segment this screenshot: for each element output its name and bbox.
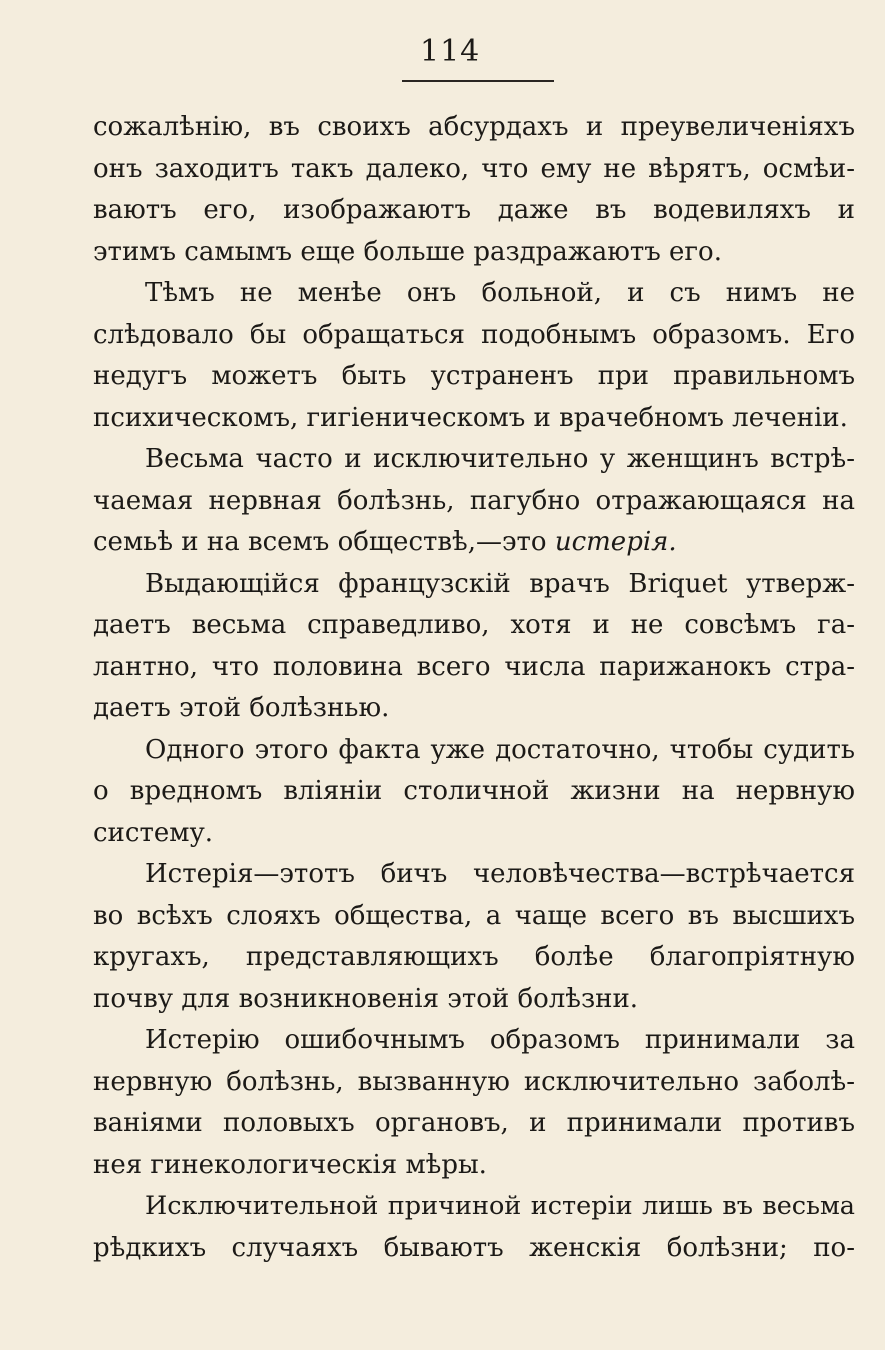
text-line: систему. [93,817,214,848]
paragraph-7 [93,1020,855,1186]
text-line: психическомъ, гигіеническомъ и врачебномъ леченіи. [93,402,848,433]
text-line: нея гинекологическія мѣры. [93,1149,487,1180]
text-line [93,522,855,564]
text-line: нервную болѣзнь, вызванную исключительно заболѣ- [93,1066,855,1097]
text-line: этимъ самымъ еще больше раздражаютъ его. [93,236,722,267]
page-number: 114 [420,34,481,69]
text-line: лантно, что половина всего числа парижанокъ стра- [93,651,855,682]
text-line: почву для возникновенія этой болѣзни. [93,983,639,1014]
text-line: слѣдовало бы обращаться подобнымъ образомъ. Его [93,319,855,350]
text-line: Одного этого факта уже достаточно, чтобы судить [145,734,855,765]
paragraph-2 [93,273,855,439]
paragraph-8 [93,1186,855,1269]
text-line: о вредномъ вліяніи столичной жизни на нервную [93,776,855,806]
paragraph-3 [93,439,855,564]
text-line: чаемая нервная болѣзнь, пагубно отражающаяся на [93,485,855,516]
text-line: во всѣхъ слояхъ общества, а чаще всего въ высшихъ [93,900,855,931]
text-line: Выдающійся французскій врачъ Briquet утверж- [145,568,855,599]
page-body [93,107,855,1269]
text-line-prefix: семьѣ и на всемъ обществѣ,—это [93,527,555,557]
text-line: кругахъ, представляющихъ болѣе благопріятную [93,942,855,972]
text-line: Исключительной причиной истеріи лишь въ весьма [145,1191,855,1221]
text-line: недугъ можетъ быть устраненъ при правильномъ [93,361,855,391]
italic-term: истерія. [554,527,677,557]
text-line: даетъ этой болѣзнью. [93,693,390,723]
text-line: Весьма часто и исключительно у женщинъ встрѣ- [145,444,855,474]
paragraph-6 [93,854,855,1020]
paragraph-4 [93,564,855,730]
paragraph-1 [93,107,855,273]
text-line: Тѣмъ не менѣе онъ больной, и съ нимъ не [145,278,855,308]
text-line: ваніями половыхъ органовъ, и принимали противъ [93,1108,855,1138]
paragraph-5 [93,730,855,855]
text-line: сожалѣнію, въ своихъ абсурдахъ и преувеличеніяхъ [93,112,855,142]
text-line: онъ заходитъ такъ далеко, что ему не вѣрятъ, осмѣи- [93,153,855,184]
header-rule [402,80,554,82]
text-line: даетъ весьма справедливо, хотя и не совсѣмъ га- [93,610,855,640]
text-line: ваютъ его, изображаютъ даже въ водевиляхъ и [93,195,855,225]
text-line: рѣдкихъ случаяхъ бываютъ женскія болѣзни; по- [93,1232,855,1263]
text-line: Истерія—этотъ бичъ человѣчества—встрѣчается [145,859,855,889]
text-line: Истерію ошибочнымъ образомъ принимали за [145,1025,855,1055]
